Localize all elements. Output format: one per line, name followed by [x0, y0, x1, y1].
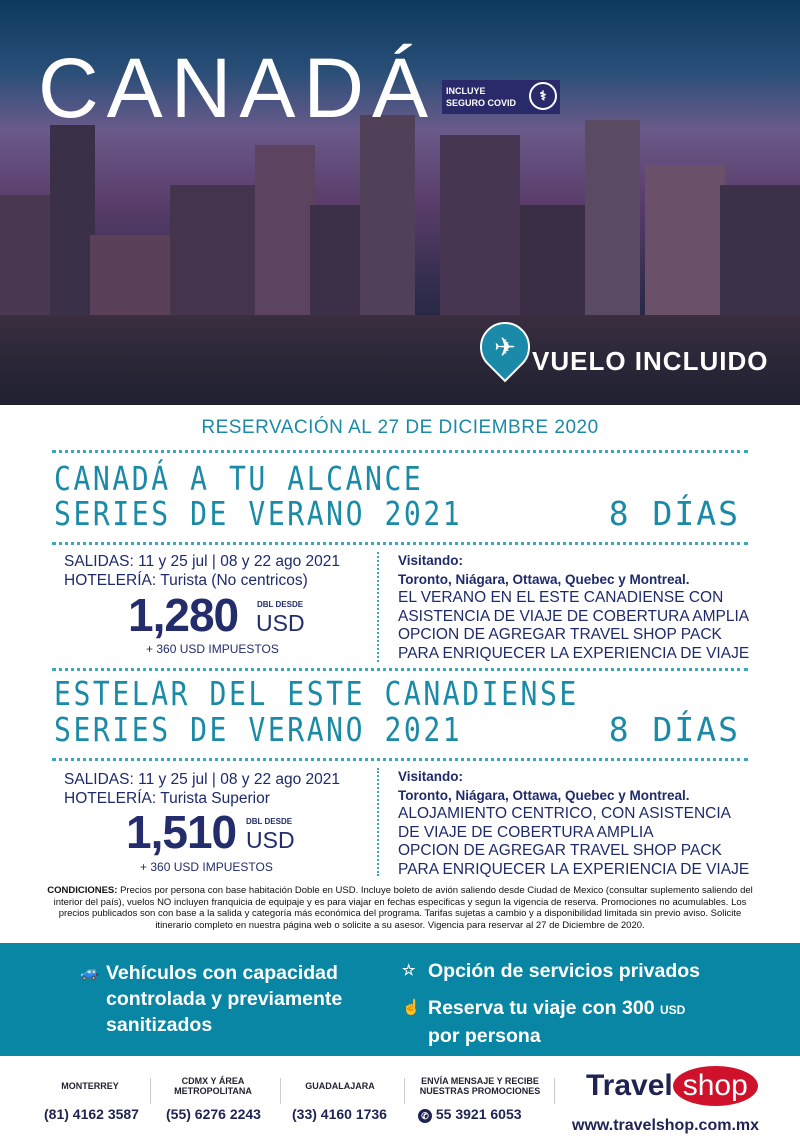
package-1-title: CANADÁ A TU ALCANCE	[54, 459, 424, 498]
package-2-title: ESTELAR DEL ESTE CANADIENSE	[54, 674, 579, 713]
package-2-price: 1,510	[126, 806, 237, 858]
package-2-days: 8 DÍAS	[608, 710, 740, 749]
divider	[52, 450, 748, 453]
travelshop-logo: Travel shop	[586, 1066, 758, 1106]
covid-insurance-badge: INCLUYE SEGURO COVID ⚕	[442, 80, 560, 114]
website-link[interactable]: www.travelshop.com.mx	[572, 1117, 760, 1134]
star-icon: ☆	[402, 962, 416, 979]
features-band	[0, 943, 800, 1056]
whatsapp-icon: ✆	[418, 1109, 432, 1123]
divider	[52, 542, 748, 545]
conditions-text: CONDICIONES: Precios por persona con base habitación Doble en USD. Incluye boleto de avión saliendo desde Ciudad de Mexico (consultar suplemento saliendo del interior del país), vuelos NO incluyen franquicia de equipaje y es para viajar en fechas especificas y segun la vigencia de reserva. Promociones no acumulables. Los precios publicados son con base a la salida y categoría más económica del programa. Tarifas sujetas a cambio y a disponibilidad limitada sin previo aviso. Solicite itinerario completo en nuestra página web o solicite a su asesor. Vigencia para reservar al 27 de Diciembre de 2020.	[47, 885, 753, 931]
office-city: MONTERREY	[61, 1081, 119, 1091]
price-basis: DBL DESDE	[246, 817, 293, 826]
hand-tap-icon: ☝	[402, 999, 421, 1016]
divider	[52, 758, 748, 761]
package-1-price: 1,280	[128, 589, 239, 641]
package-1-itinerary: Visitando: Toronto, Niágara, Ottawa, Quebec y Montreal. EL VERANO EN EL ESTE CANADIENSE CON ASISTENCIA DE VIAJE DE COBERTURA AMPLIA OPCION DE AGREGAR TRAVEL SHOP PACK PARA ENRIQUECER LA EXPERIENCIA DE VIAJE	[398, 553, 750, 662]
feature-private: ☆ Opción de servicios privados	[402, 960, 701, 982]
reservation-deadline: RESERVACIÓN AL 27 DE DICIEMBRE 2020	[201, 417, 599, 438]
office-phone[interactable]: (55) 6276 2243	[166, 1106, 261, 1122]
divider	[377, 552, 379, 662]
package-2-taxes: + 360 USD IMPUESTOS	[140, 860, 273, 874]
package-1-days: 8 DÍAS	[608, 494, 740, 533]
package-1-taxes: + 360 USD IMPUESTOS	[146, 642, 279, 656]
package-1-subtitle: SERIES DE VERANO 2021	[54, 494, 463, 533]
office-city: GUADALAJARA	[305, 1081, 375, 1091]
currency: USD	[246, 827, 295, 853]
price-basis: DBL DESDE	[257, 600, 304, 609]
airplane-pin-icon: ✈	[470, 312, 541, 383]
hero-banner	[0, 0, 800, 405]
flight-included-label: VUELO INCLUIDO	[532, 346, 769, 376]
package-2-details: SALIDAS: 11 y 25 jul | 08 y 22 ago 2021 HOTELERÍA: Turista Superior	[64, 771, 341, 807]
office-city: CDMX Y ÁREA METROPOLITANA	[174, 1076, 252, 1096]
divider	[377, 768, 379, 876]
divider	[52, 668, 748, 671]
stethoscope-shield-icon: ⚕	[529, 82, 557, 110]
office-phone[interactable]: (81) 4162 3587	[44, 1106, 139, 1122]
package-2-subtitle: SERIES DE VERANO 2021	[54, 710, 463, 749]
feature-reserve: ☝ Reserva tu viaje con 300 USD por persona	[402, 997, 686, 1047]
currency: USD	[256, 610, 305, 636]
whatsapp-phone[interactable]: ✆ 55 3921 6053	[418, 1106, 522, 1123]
hero-title: CANADÁ	[38, 41, 437, 135]
office-phone[interactable]: (33) 4160 1736	[292, 1106, 387, 1122]
whatsapp-promo-label: ENVÍA MENSAJE Y RECIBE NUESTRAS PROMOCIONES	[419, 1076, 541, 1096]
package-2-itinerary: Visitando: Toronto, Niágara, Ottawa, Quebec y Montreal. ALOJAMIENTO CENTRICO, CON ASISTENCIA DE VIAJE DE COBERTURA AMPLIA OPCION DE AGREGAR TRAVEL SHOP PACK PARA ENRIQUECER LA EXPERIENCIA DE VIAJE	[398, 769, 750, 878]
package-1-details: SALIDAS: 11 y 25 jul | 08 y 22 ago 2021 HOTELERÍA: Turista (No centricos)	[64, 553, 341, 589]
feature-vehicles: 🚙 Vehículos con capacidad controlada y previamente sanitizados	[80, 962, 343, 1036]
car-icon: 🚙	[80, 964, 99, 981]
